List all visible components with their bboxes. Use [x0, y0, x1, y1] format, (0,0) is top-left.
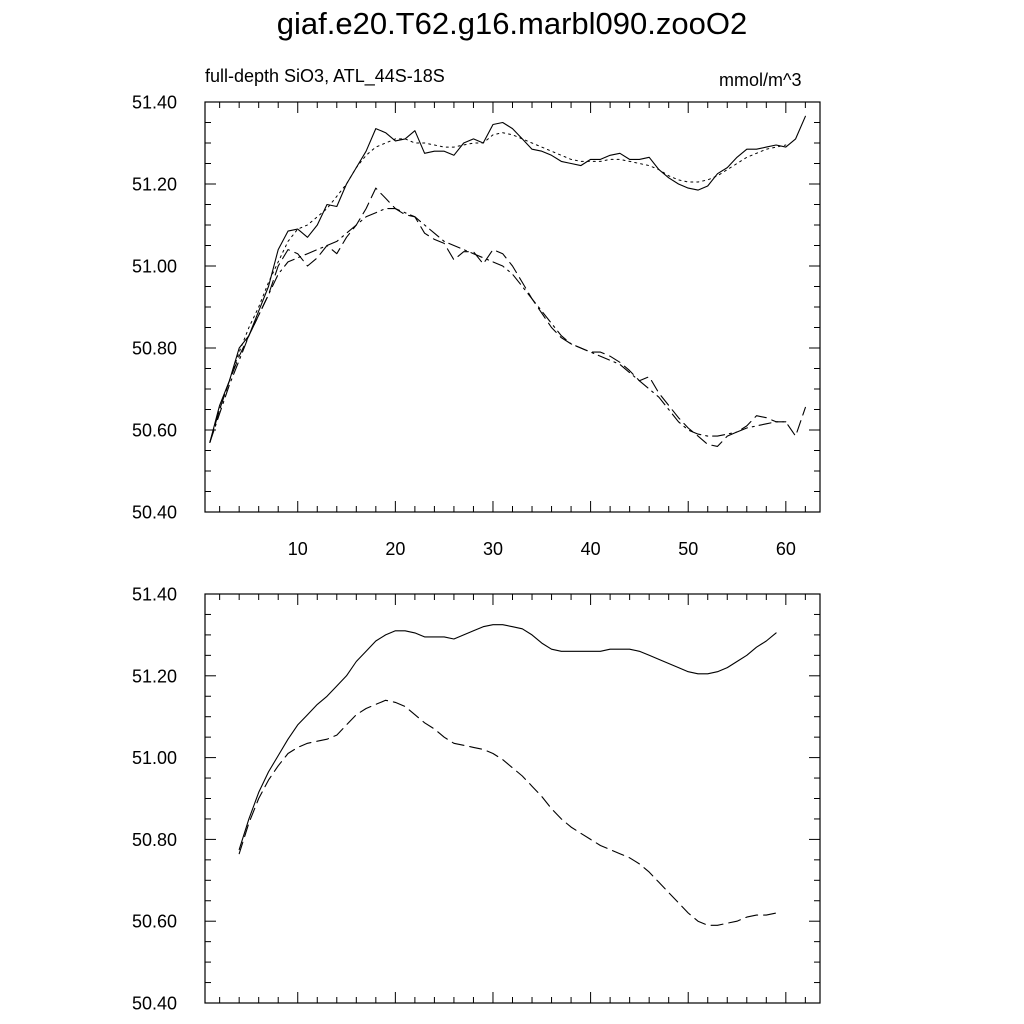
subtitle-variable-region: full-depth SiO3, ATL_44S-18S — [205, 66, 445, 86]
y-tick-label: 50.40 — [131, 502, 177, 523]
series-line-dotted — [210, 133, 786, 443]
y-tick-label: 51.00 — [131, 748, 177, 769]
y-tick-label: 50.60 — [131, 420, 177, 441]
y-tick-label: 51.20 — [131, 174, 177, 195]
top-panel — [132, 93, 820, 560]
y-tick-label: 50.60 — [131, 911, 177, 932]
series-line-dashed — [210, 188, 806, 446]
x-tick-label: 30 — [482, 539, 503, 559]
y-tick-label: 51.40 — [131, 92, 177, 113]
series-line-solid — [239, 625, 776, 850]
x-tick-label: 10 — [287, 539, 308, 559]
y-tick-label: 50.80 — [131, 338, 177, 359]
y-tick-label: 50.40 — [131, 993, 177, 1014]
y-tick-label: 51.00 — [131, 256, 177, 277]
y-tick-label: 51.20 — [131, 666, 177, 687]
chart-title: giaf.e20.T62.g16.marbl090.zooO2 — [276, 6, 748, 41]
plot-frame — [205, 102, 820, 512]
x-tick-label: 50 — [678, 539, 699, 559]
x-tick-label: 40 — [580, 539, 601, 559]
series-line-dashed — [239, 700, 776, 925]
x-tick-label: 20 — [385, 539, 406, 559]
y-tick-label: 50.80 — [131, 829, 177, 850]
plot-frame — [205, 594, 820, 1003]
x-tick-label: 60 — [775, 539, 796, 559]
bottom-panel — [132, 585, 820, 1014]
y-tick-label: 51.40 — [131, 584, 177, 605]
series-line-solid — [210, 116, 806, 442]
series-line-dashdot — [210, 209, 786, 443]
subtitle-units: mmol/m^3 — [719, 70, 802, 90]
